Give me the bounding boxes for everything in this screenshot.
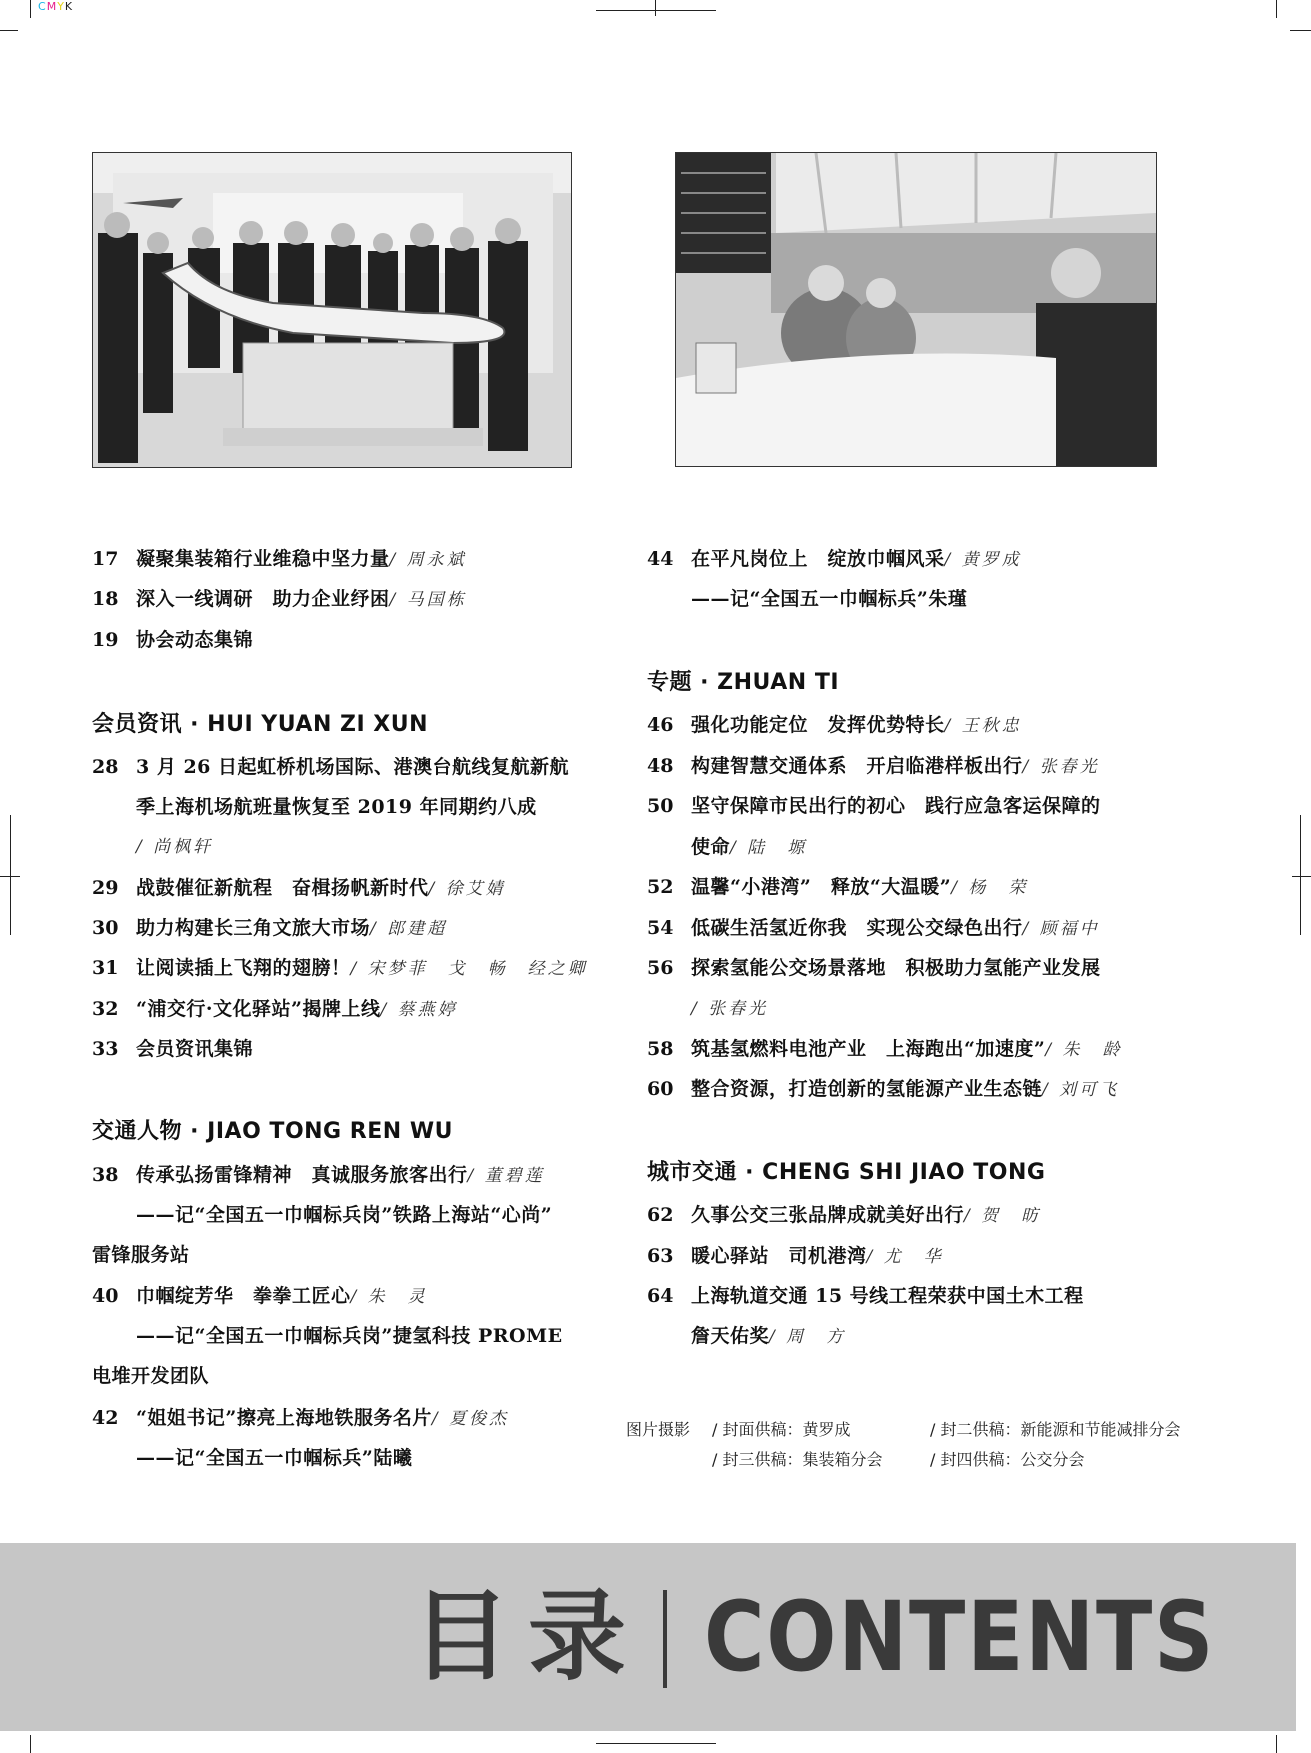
toc-entry[interactable]: 54 低碳生活氢近你我 实现公交绿色出行/ 顾福中: [647, 917, 1100, 939]
toc-entry[interactable]: 29 战鼓催征新航程 奋楫扬帆新时代/ 徐艾婧: [92, 877, 506, 899]
credit-cover: / 封面供稿：黄罗成: [712, 1420, 851, 1439]
toc-entry[interactable]: 17 凝聚集装箱行业维稳中坚力量/ 周永斌: [92, 548, 467, 570]
credits-label: 图片摄影: [626, 1420, 691, 1439]
toc-entry[interactable]: 46 强化功能定位 发挥优势特长/ 王秋忠: [647, 714, 1022, 736]
crop-mark: [30, 1735, 31, 1753]
credit-cover3: / 封三供稿：集装箱分会: [712, 1450, 883, 1469]
toc-entry[interactable]: 50 坚守保障市民出行的初心 践行应急客运保障的: [647, 795, 1101, 817]
station-photo: [675, 152, 1157, 467]
crop-mark: [1276, 0, 1277, 18]
credit-cover2: / 封二供稿：新能源和节能减排分会: [930, 1420, 1181, 1439]
toc-entry[interactable]: 62 久事公交三张品牌成就美好出行/ 贺 昉: [647, 1204, 1042, 1226]
toc-entry[interactable]: 18 深入一线调研 助力企业纾困/ 马国栋: [92, 588, 467, 610]
contents-title-en: CONTENTS: [704, 1581, 1216, 1693]
toc-entry-subtitle: ——记“全国五一巾帼标兵岗”捷氢科技 PROME: [136, 1325, 563, 1347]
crop-mark: [1292, 876, 1311, 877]
toc-entry[interactable]: 33 会员资讯集锦: [92, 1038, 254, 1060]
crop-mark: [1290, 30, 1311, 31]
toc-entry[interactable]: 38 传承弘扬雷锋精神 真诚服务旅客出行/ 董碧莲: [92, 1164, 545, 1186]
crop-mark: [1276, 1735, 1277, 1753]
crop-mark: [0, 876, 20, 877]
title-divider: [663, 1590, 667, 1688]
toc-entry[interactable]: 52 温馨“小港湾” 释放“大温暖”/ 杨 荣: [647, 876, 1029, 898]
ceremony-photo: [92, 152, 572, 468]
toc-entry-author: / 张春光: [691, 999, 769, 1019]
toc-entry[interactable]: 40 巾帼绽芳华 拳拳工匠心/ 朱 灵: [92, 1285, 428, 1307]
toc-entry-continuation: 季上海机场航班量恢复至 2019 年同期约八成: [136, 796, 537, 818]
toc-entry[interactable]: 32 “浦交行·文化驿站”揭牌上线/ 蔡燕婷: [92, 998, 458, 1020]
crop-mark: [596, 1743, 716, 1744]
toc-entry[interactable]: 19 协会动态集锦: [92, 629, 254, 651]
toc-entry-subtitle: ——记“全国五一巾帼标兵”陆曦: [136, 1447, 413, 1469]
toc-entry-subtitle: 电堆开发团队: [92, 1365, 210, 1387]
photo-credits: [626, 1415, 690, 1444]
crop-mark: [30, 0, 31, 18]
toc-entry[interactable]: 44 在平凡岗位上 绽放巾帼风采/ 黄罗成: [647, 548, 1022, 570]
toc-entry[interactable]: 63 暖心驿站 司机港湾/ 尤 华: [647, 1245, 944, 1267]
crop-mark: [1300, 815, 1301, 935]
credit-cover4: / 封四供稿：公交分会: [930, 1450, 1085, 1469]
crop-mark: [596, 10, 716, 11]
toc-entry[interactable]: 42 “姐姐书记”擦亮上海地铁服务名片/ 夏俊杰: [92, 1407, 509, 1429]
toc-entry[interactable]: 58 筑基氢燃料电池产业 上海跑出“加速度”/ 朱 龄: [647, 1038, 1123, 1060]
crop-mark: [0, 30, 18, 31]
section-heading-members: 会员资讯 · HUI YUAN ZI XUN: [92, 712, 429, 737]
toc-entry-subtitle: ——记“全国五一巾帼标兵岗”铁路上海站“心尚”: [136, 1204, 553, 1226]
crop-mark: [10, 815, 11, 935]
toc-entry[interactable]: 48 构建智慧交通体系 开启临港样板出行/ 张春光: [647, 755, 1100, 777]
toc-entry[interactable]: 64 上海轨道交通 15 号线工程荣获中国土木工程: [647, 1285, 1084, 1307]
toc-entry-continuation: 詹天佑奖/ 周 方: [691, 1325, 847, 1347]
toc-entry[interactable]: 31 让阅读插上飞翔的翅膀！/ 宋梦菲 戈 畅 经之卿: [92, 957, 588, 979]
section-heading-people: 交通人物 · JIAO TONG REN WU: [92, 1119, 453, 1144]
toc-entry-continuation: 使命/ 陆 塬: [691, 836, 808, 858]
toc-entry[interactable]: 30 助力构建长三角文旅大市场/ 郎建超: [92, 917, 448, 939]
toc-entry-subtitle: 雷锋服务站: [92, 1244, 190, 1266]
section-heading-city: 城市交通 · CHENG SHI JIAO TONG: [647, 1160, 1046, 1185]
toc-entry[interactable]: 28 3 月 26 日起虹桥机场国际、港澳台航线复航新航: [92, 756, 570, 778]
contents-title-cn: 目录: [412, 1580, 645, 1694]
toc-entry-subtitle: ——记“全国五一巾帼标兵”朱瑾: [691, 588, 968, 610]
toc-entry-author: / 尚枫轩: [136, 837, 214, 857]
toc-entry[interactable]: 60 整合资源，打造创新的氢能源产业生态链/ 刘可飞: [647, 1078, 1120, 1100]
toc-entry[interactable]: 56 探索氢能公交场景落地 积极助力氢能产业发展: [647, 957, 1101, 979]
section-heading-special: 专题 · ZHUAN TI: [647, 670, 840, 695]
cmyk-color-bar: CMYK: [38, 0, 74, 13]
crop-mark: [655, 0, 656, 16]
